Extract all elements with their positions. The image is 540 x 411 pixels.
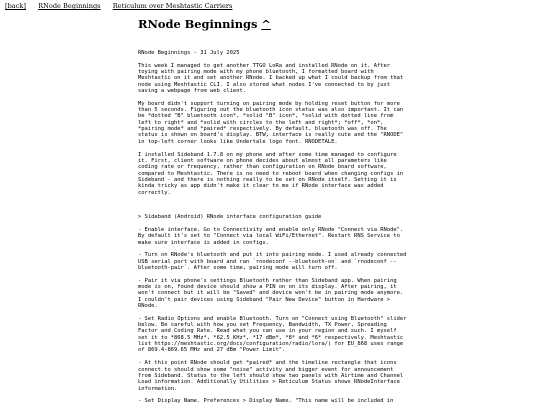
article-body: [138, 50, 408, 411]
spacer: [138, 202, 408, 214]
article-paragraph: This week I managed to get another TTGO LoRa and installed RNode on it. After toying with pairing mode with my phone bluetooth, I formatted board with Meshtastic on it and set another RNode. I backed up what I could backup from that node using Meshtastic CLI. I also stored what nodes I've connected to by just saving a webpage from web client.: [138, 62, 404, 95]
page-title: [138, 17, 271, 31]
nav-link-rnode-beginnings[interactable]: RNode Beginnings: [38, 2, 101, 10]
guide-step: - Turn on RNode's bluetooth and put it into pairing mode. I used already connected USB serial port with board and ran `rnodeconf --bluetooth-on` and `rnodeconf --bluetooth-pair`. After some time, pairing mode will turn off.: [138, 252, 407, 271]
guide-step: - Set Radio Options and enable Bluetooth. Turn on "Connect using Bluetooth" slider below. Be careful with how you set Frequency, Bandwidth, TX Power, Spreading Factor and Coding Rate. Read what you can use in your region and such. I myself set it to *868.5 MHz*, *62.5 KHz*, *17 dBm*, *8* and *6* respectively. Meshtastic list https://meshtastic.org/docs/configuration/radio/lora/) for EU_868 uses range of 869.4-869.65 MHz and 27 dBm "Power Limit".: [138, 315, 407, 354]
nav-link-reticulum-meshtastic[interactable]: Reticulum over Meshtastic Carriers: [112, 2, 233, 10]
guide-step: - Pair it via phone's settings Bluetooth rather than Sideband app. When pairing mode is on, found device should show a PIN on on its display. After pairing, it won't connect but it will be "Saved" and device won't be in pairing mode anymore. I couldn't pair devices using Sideband "Pair New Device" button in Hardware > RNode.: [138, 277, 404, 310]
article-paragraph: I installed Sideband 1.7.8 on my phone and after some time managed to configure it. First, client software on phone decides about almost all parameters like coding rate or frequency, rather than configuration on RNode board software, compared to Meshtastic. There is no need to reboot board when changing configs in Sideband - and there is nothing really to be set on RNode itself. Setting it is kinda tricky as app didn't make it clear to me if RNode interface was added correctly.: [138, 151, 404, 196]
guide-step: - At this point RNode should get *paired* and the timeline rectangle that icons connect to should show some "noise" activity and bigger event for announcement from Sideband. Status to the left should show two panels with Airtime and Channel Load information. Additionally Utilities > Reticulum Status shows RNodeInterface information.: [138, 360, 404, 392]
article-paragraph: My board didn't support turning on pairing mode by holding reset button for more than 5 seconds. Figuring out the bluetooth icon status was also important. It can be *dotted "B" bluetooth icon*, *solid "B" icon*, *solid with dotted line from left to right* and *solid with circles to the left and right*; *off*, *on*, *pairing mode* and *paired* respectively. By default, bluetooth was off. The status is shown on board's display. BTW, interface is really cute and the "RNODE" in top-left corner looks like Undertale logo font. RNODETALE.: [138, 100, 404, 145]
page-title-text: RNode Beginnings: [138, 17, 258, 31]
article-date-line: RNode Beginnings - 31 July 2025: [138, 50, 240, 56]
back-link[interactable]: [back]: [5, 2, 26, 10]
title-anchor-link[interactable]: ^: [261, 17, 271, 31]
section-heading: > Sideband (Android) RNode interface configuration guide: [138, 214, 322, 221]
guide-step: - Set Display Name. Preferences > Display Name. "This name will be included in: [138, 398, 394, 405]
guide-step: - Enable interface. Go to Connectivity and enable only RNode "Connect via RNode". By default it's set to "Connect via local WiFi/Ethernet". Restart RNS Service to make sure interface is added in configs.: [138, 226, 404, 246]
top-nav: [5, 2, 242, 10]
